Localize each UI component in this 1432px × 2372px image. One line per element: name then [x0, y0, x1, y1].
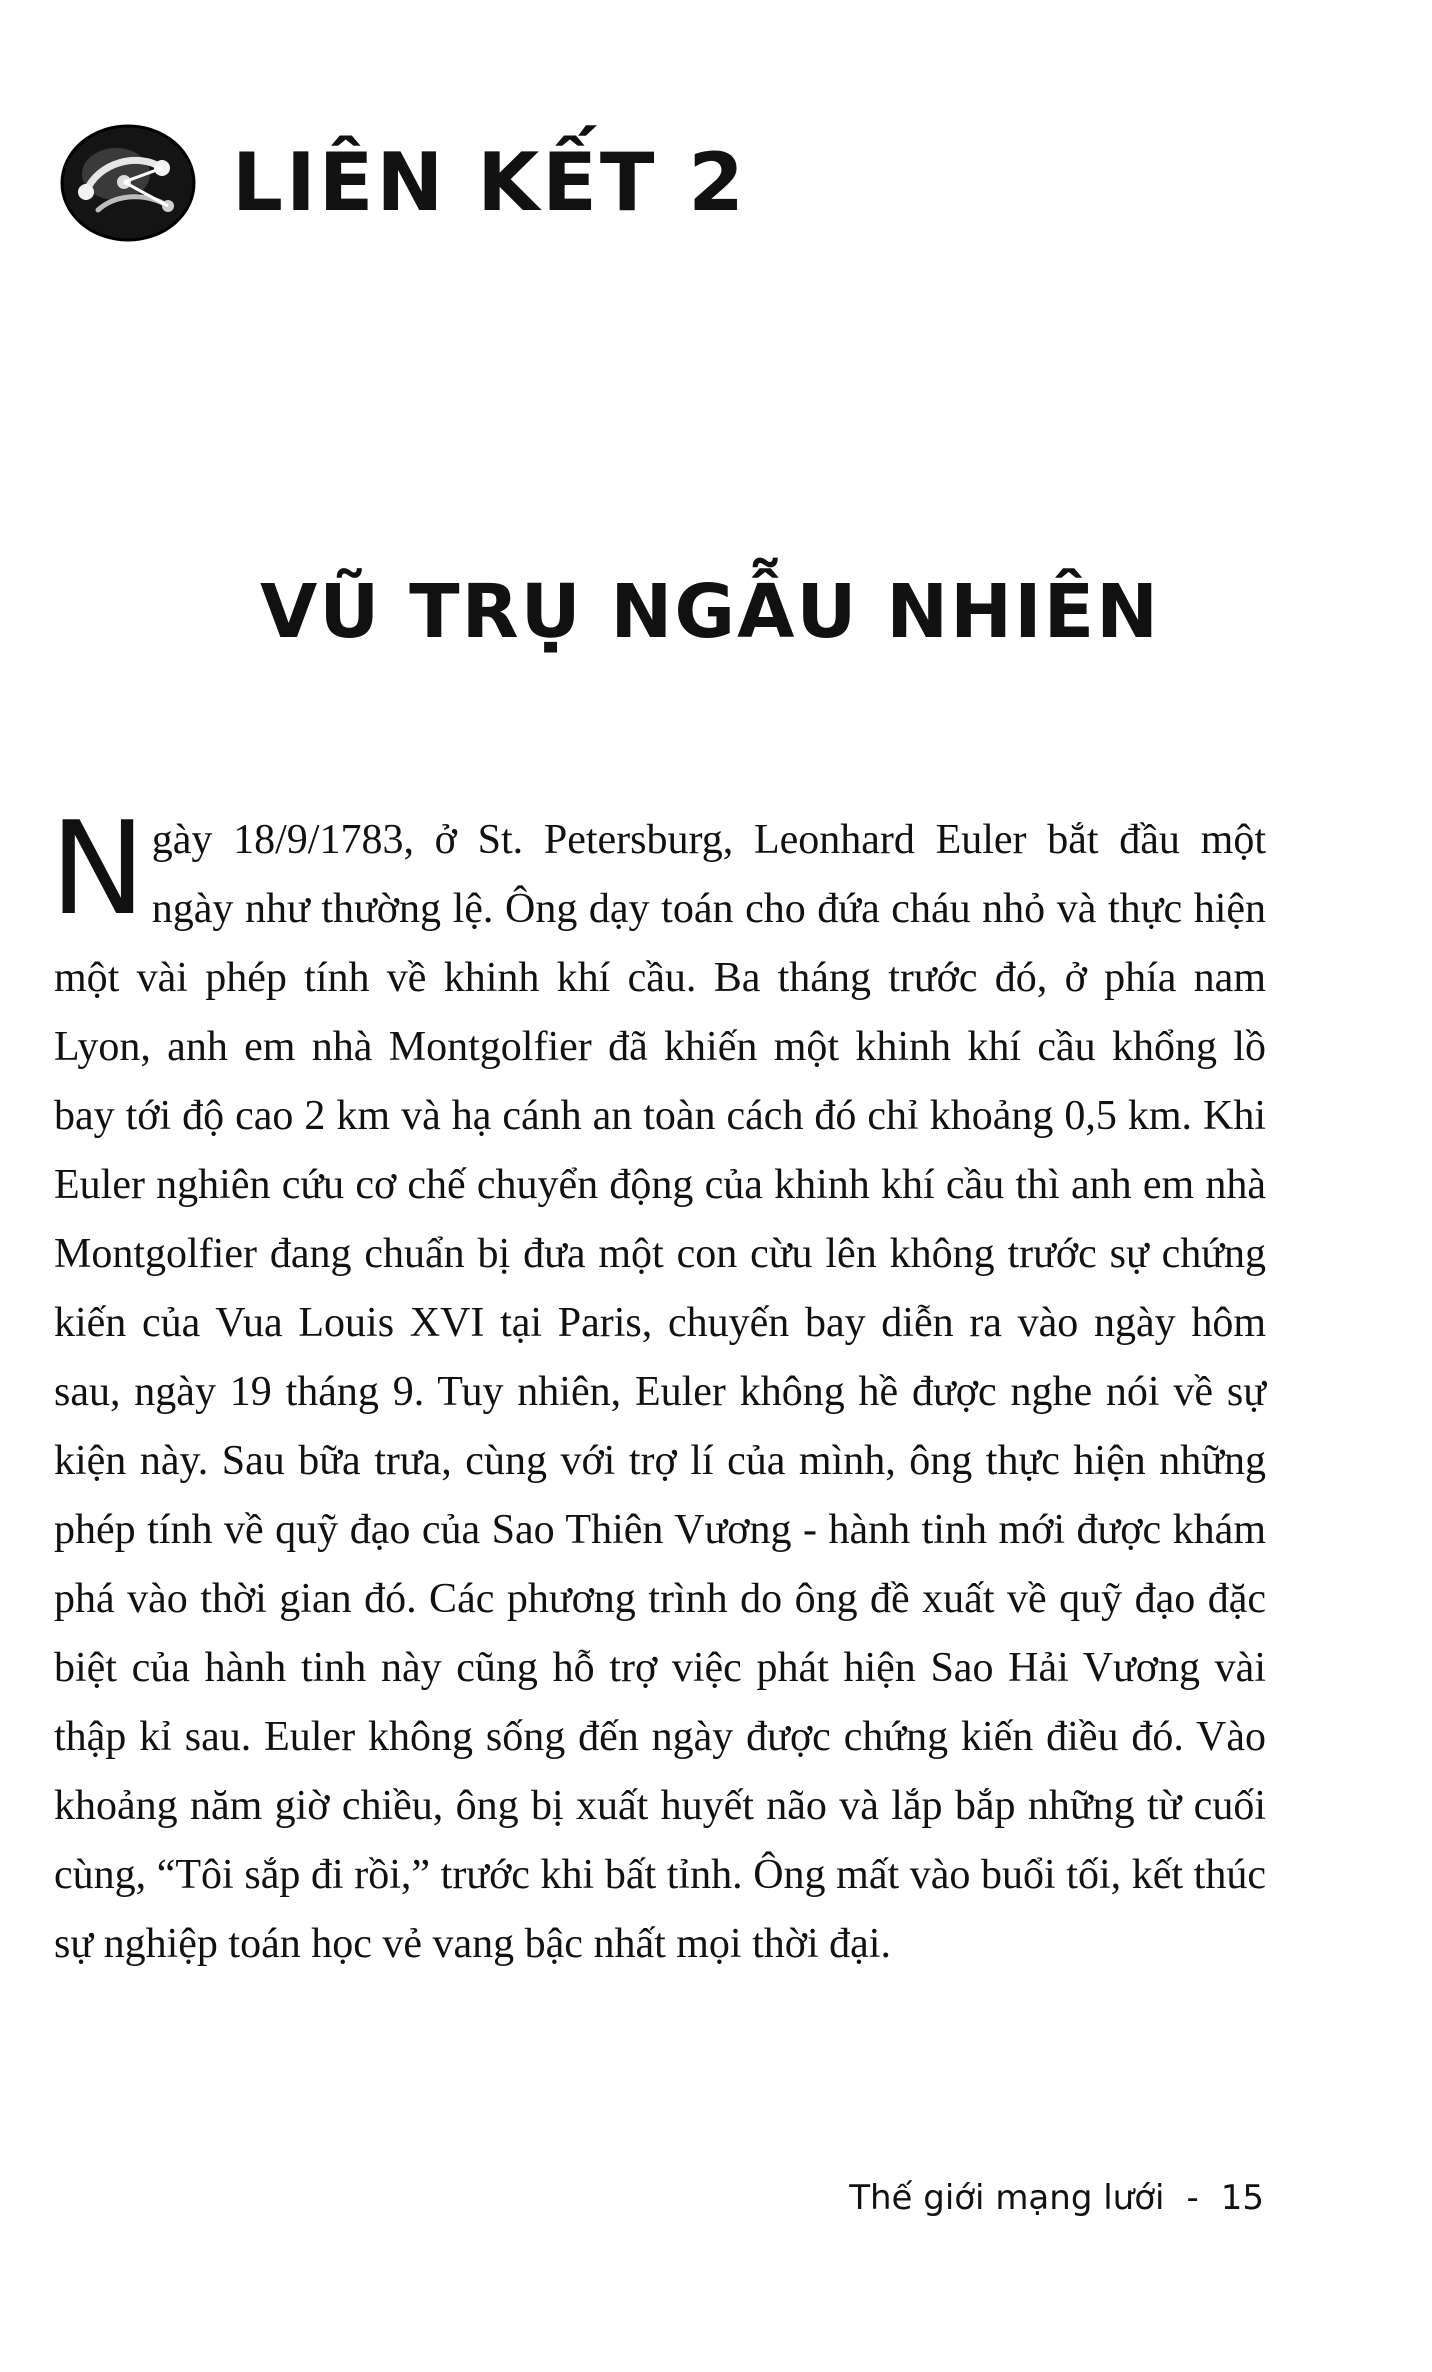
chapter-label: LIÊN KẾT 2 — [232, 136, 747, 229]
footer-separator: - — [1186, 2178, 1199, 2218]
chapter-header — [58, 118, 747, 248]
network-link-icon — [58, 122, 198, 244]
page-title: VŨ TRỤ NGẪU NHIÊN — [260, 568, 1161, 655]
page-number: 15 — [1220, 2178, 1264, 2218]
footer-book-title: Thế giới mạng lưới — [849, 2178, 1165, 2218]
body-paragraph — [50, 795, 1266, 1979]
drop-cap: N — [50, 795, 146, 944]
body-text: gày 18/9/1783, ở St. Petersburg, Leonhard Euler bắt đầu một ngày như thường lệ. Ông dạy toán cho đứa cháu nhỏ và thực hiện một vài phép tính về khinh khí cầu. Ba tháng trước đó, ở phía nam Lyon, anh em nhà Montgolfier đã khiến một khinh khí cầu khổng lồ bay tới độ cao 2 km và hạ cánh an toàn cách đó chỉ khoảng 0,5 km. Khi Euler nghiên cứu cơ chế chuyển động của khinh khí cầu thì anh em nhà Montgolfier đang chuẩn bị đưa một con cừu lên không trước sự chứng kiến của Vua Louis XVI tại Paris, chuyến bay diễn ra vào ngày hôm sau, ngày 19 tháng 9. Tuy nhiên, Euler không hề được nghe nói về sự kiện này. Sau bữa trưa, cùng với trợ lí của mình, ông thực hiện những phép tính về quỹ đạo của Sao Thiên Vương - hành tinh mới được khám phá vào thời gian đó. Các phương trình do ông đề xuất về quỹ đạo đặc biệt của hành tinh này cũng hỗ trợ việc phát hiện Sao Hải Vương vài thập kỉ sau. Euler không sống đến ngày được chứng kiến điều đó. Vào khoảng năm giờ chiều, ông bị xuất huyết não và lắp bắp những từ cuối cùng, “Tôi sắp đi rồi,” trước khi bất tỉnh. Ông mất vào buổi tối, kết thúc sự nghiệp toán học vẻ vang bậc nhất mọi thời đại. — [54, 817, 1266, 1967]
page-footer — [849, 2178, 1264, 2219]
